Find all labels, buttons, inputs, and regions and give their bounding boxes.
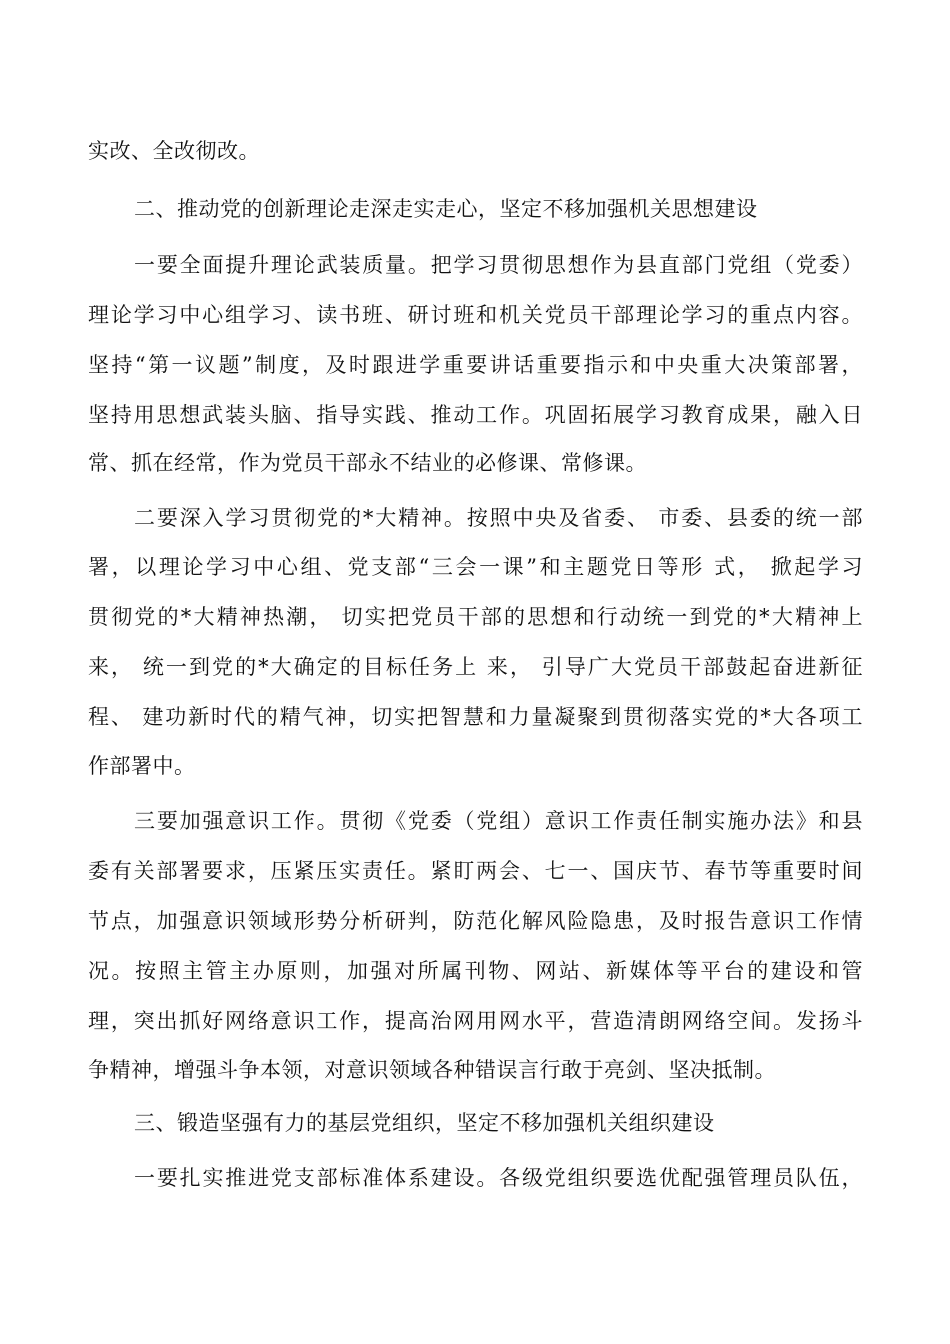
paragraph-line: 程、 建功新时代的精气神，切实把智慧和力量凝聚到贯彻落实党的*大各项工 (88, 705, 863, 729)
section-heading: 三、锻造坚强有力的基层党组织，坚定不移加强机关组织建设 (134, 1111, 715, 1135)
paragraph-line: 一要扎实推进党支部标准体系建设。各级党组织要选优配强管理员队伍， (134, 1166, 863, 1190)
paragraph-line: 三要加强意识工作。贯彻《党委（党组）意识工作责任制实施办法》和县 (134, 809, 863, 833)
paragraph-line: 一要全面提升理论武装质量。把学习贯彻思想作为县直部门党组（党委） (134, 253, 863, 277)
paragraph-line: 作部署中。 (88, 754, 196, 778)
paragraph-line: 争精神，增强斗争本领，对意识领域各种错误言行敢于亮剑、坚决抵制。 (88, 1058, 776, 1082)
paragraph-line: 坚持用思想武装头脑、指导实践、推动工作。巩固拓展学习教育成果，融入日 (88, 403, 863, 427)
paragraph-line: 委有关部署要求，压紧压实责任。紧盯两会、七一、国庆节、春节等重要时间 (88, 859, 863, 883)
paragraph-line: 况。按照主管主办原则，加强对所属刊物、网站、新媒体等平台的建设和管 (88, 959, 863, 983)
paragraph-line: 坚持“第一议题”制度，及时跟进学重要讲话重要指示和中央重大决策部署， (88, 353, 863, 377)
section-heading: 二、推动党的创新理论走深走实走心，坚定不移加强机关思想建设 (134, 197, 758, 221)
paragraph-line: 二要深入学习贯彻党的*大精神。按照中央及省委、 市委、县委的统一部 (134, 506, 863, 530)
paragraph-line: 贯彻党的*大精神热潮， 切实把党员干部的思想和行动统一到党的*大精神上 (88, 605, 863, 629)
paragraph-line: 来， 统一到党的*大确定的目标任务上 来， 引导广大党员干部鼓起奋进新征 (88, 655, 863, 679)
paragraph-line: 节点，加强意识领域形势分析研判，防范化解风险隐患，及时报告意识工作情 (88, 909, 863, 933)
paragraph-line: 实改、全改彻改。 (88, 139, 260, 163)
paragraph-line: 理论学习中心组学习、读书班、研讨班和机关党员干部理论学习的重点内容。 (88, 303, 863, 327)
paragraph-line: 署，以理论学习中心组、党支部“三会一课”和主题党日等形 式， 掀起学习 (88, 555, 863, 579)
paragraph-line: 常、抓在经常，作为党员干部永不结业的必修课、常修课。 (88, 451, 647, 475)
paragraph-line: 理，突出抓好网络意识工作，提高治网用网水平，营造清朗网络空间。发扬斗 (88, 1009, 863, 1033)
